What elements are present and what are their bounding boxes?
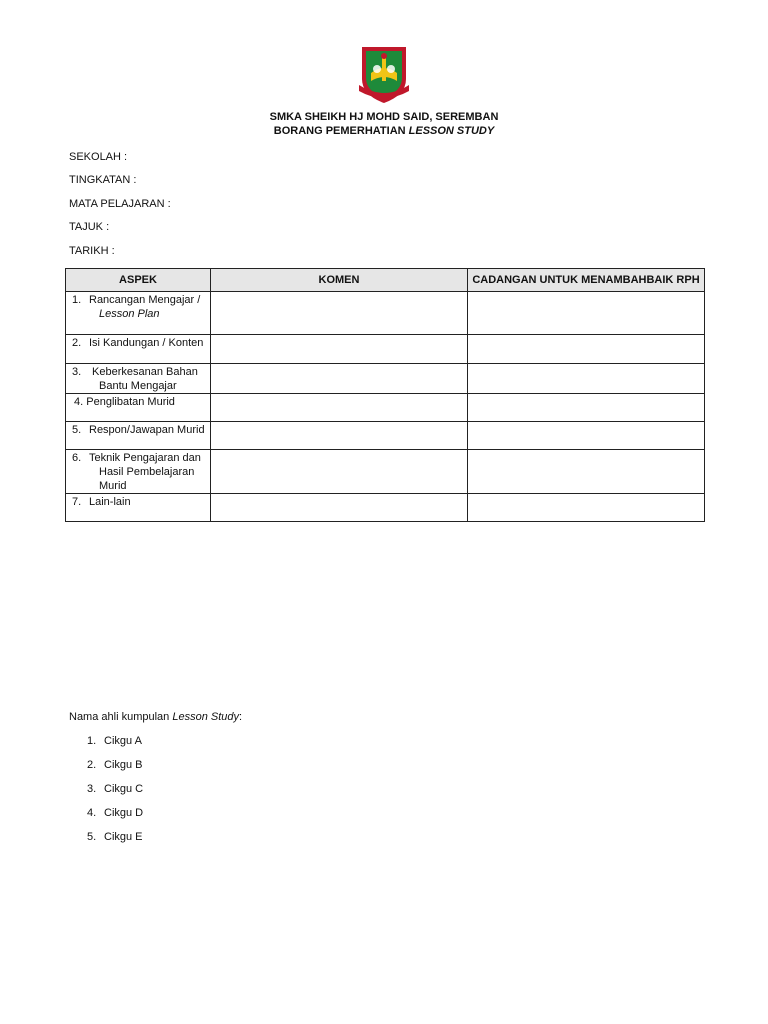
cadangan-cell[interactable] [468, 450, 705, 494]
table-row [66, 450, 705, 494]
komen-cell[interactable] [211, 494, 468, 522]
observation-table [65, 268, 705, 522]
school-crest-logo [357, 43, 411, 105]
cadangan-cell[interactable] [468, 292, 705, 335]
aspek-cell: 3. Keberkesanan Bahan Bantu Mengajar [66, 364, 211, 394]
cadangan-cell[interactable] [468, 422, 705, 450]
aspek-cell: 7. Lain-lain [66, 494, 211, 522]
table-row [66, 494, 705, 522]
list-item: 1. Cikgu A [87, 735, 142, 747]
table-row [66, 364, 705, 394]
komen-cell[interactable] [211, 394, 468, 422]
cadangan-cell[interactable] [468, 494, 705, 522]
aspek-cell: 4. Penglibatan Murid [66, 394, 211, 422]
cadangan-cell[interactable] [468, 335, 705, 364]
aspek-cell: 5. Respon/Jawapan Murid [66, 422, 211, 450]
komen-cell[interactable] [211, 292, 468, 335]
header-cadangan: CADANGAN UNTUK MENAMBAHBAIK RPH [468, 269, 705, 292]
form-title: BORANG PEMERHATIAN LESSON STUDY [273, 125, 495, 137]
list-item: 5. Cikgu E [87, 831, 143, 843]
aspek-cell: 1. Rancangan Mengajar / Lesson Plan [66, 292, 211, 335]
komen-cell[interactable] [211, 422, 468, 450]
aspek-cell: 2. Isi Kandungan / Konten [66, 335, 211, 364]
table-header-row [66, 269, 705, 292]
school-name: SMKA SHEIKH HJ MOHD SAID, SEREMBAN [269, 111, 499, 123]
field-tarikh: TARIKH : [69, 245, 115, 257]
field-mata-pelajaran: MATA PELAJARAN : [69, 198, 171, 210]
table-row [66, 422, 705, 450]
header-komen: KOMEN [211, 269, 468, 292]
komen-cell[interactable] [211, 335, 468, 364]
komen-cell[interactable] [211, 450, 468, 494]
table-row [66, 394, 705, 422]
field-tingkatan: TINGKATAN : [69, 174, 137, 186]
table-row [66, 335, 705, 364]
members-label: Nama ahli kumpulan Lesson Study: [69, 711, 243, 723]
list-item: 2. Cikgu B [87, 759, 143, 771]
cadangan-cell[interactable] [468, 394, 705, 422]
komen-cell[interactable] [211, 364, 468, 394]
header-aspek: ASPEK [66, 269, 211, 292]
table-row [66, 292, 705, 335]
field-tajuk: TAJUK : [69, 221, 110, 233]
cadangan-cell[interactable] [468, 364, 705, 394]
list-item: 4. Cikgu D [87, 807, 144, 819]
field-sekolah: SEKOLAH : [69, 151, 128, 163]
list-item: 3. Cikgu C [87, 783, 144, 795]
aspek-cell: 6. Teknik Pengajaran dan Hasil Pembelajaran Murid [66, 450, 211, 494]
